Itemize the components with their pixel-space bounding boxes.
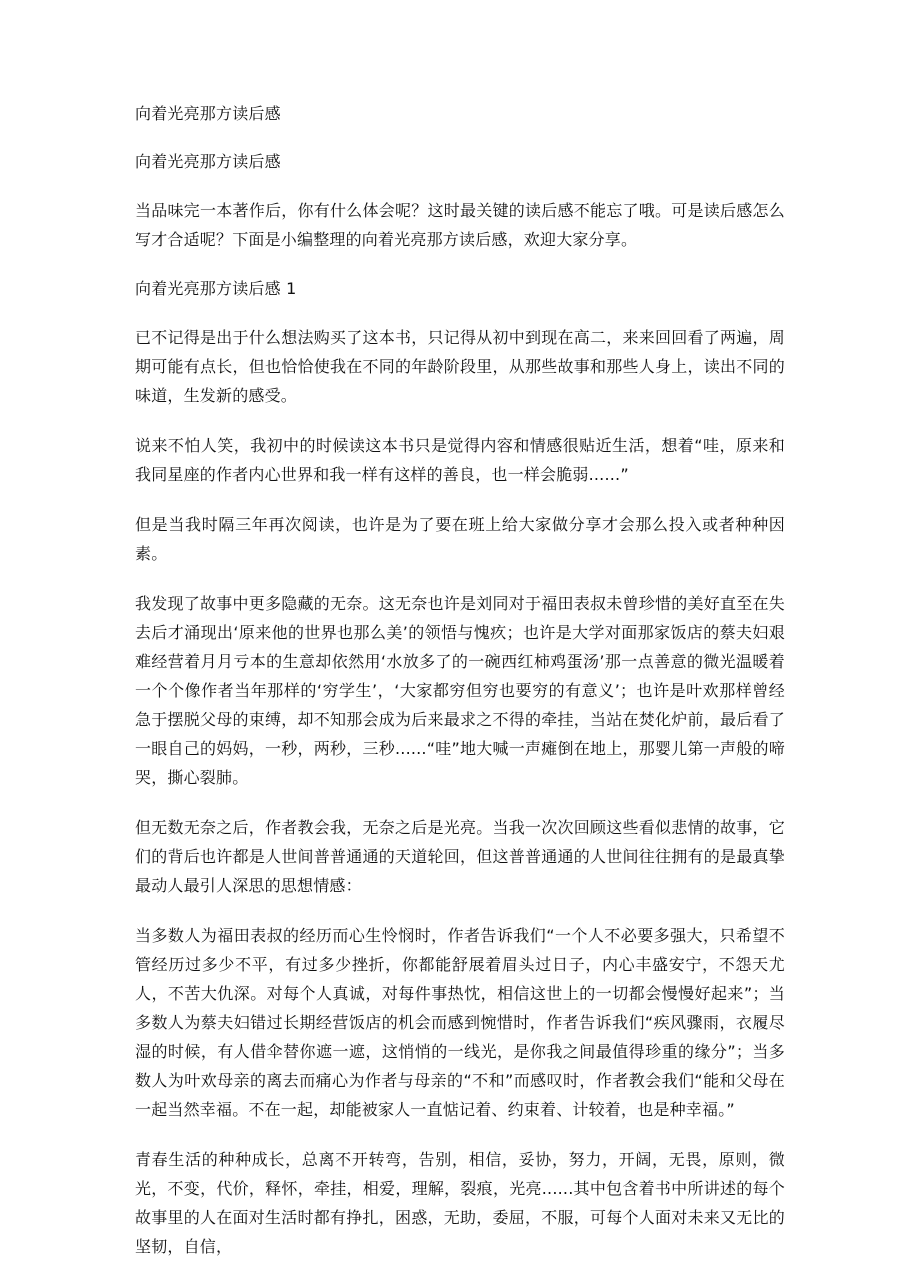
body-paragraph-7: 青春生活的种种成长，总离不开转弯，告别，相信，妥协，努力，开阔，无畏，原则，微光，不变，代价，释怀，牵挂，相爱，理解，裂痕，光亮......其中包含着书中所讲述的每个故事里的人在面对生活时都有挣扎，困惑，无助，委屈，不服，可每个人面对未来又无比的坚韧，自信， [135, 1150, 785, 1256]
body-paragraph-6: 当多数人为福田表叔的经历而心生怜悯时，作者告诉我们“一个人不必要多强大，只希望不管经历过多少不平，有过多少挫折，你都能舒展着眉头过日子，内心丰盛安宁，不怨天尤人，不苦大仇深。对每个人真诚，对每件事热忱，相信这世上的一切都会慢慢好起来”；当多数人为蔡夫妇错过长期经营饭店的机会而感到惋惜时，作者告诉我们“疾风骤雨，衣履尽湿的时候，有人借伞替你遮一遮，这悄悄的一线光，是你我之间最值得珍重的缘分”；当多数人为叶欢母亲的离去而痛心为作者与母亲的“不和”而感叹时，作者教会我们“能和父母在一起当然幸福。不在一起，却能被家人一直惦记着、约束着、计较着，也是种幸福。” [135, 926, 785, 1119]
document-title: 向着光亮那方读后感 [135, 104, 281, 123]
body-paragraph-3: 但是当我时隔三年再次阅读，也许是为了要在班上给大家做分享才会那么投入或者种种因素。 [135, 515, 785, 563]
document-page [135, 100, 785, 1282]
body-paragraph-4: 我发现了故事中更多隐藏的无奈。这无奈也许是刘同对于福田表叔未曾珍惜的美好直至在失去后才涌现出‘原来他的世界也那么美’的领悟与愧疚；也许是大学对面那家饭店的蔡夫妇艰难经营着月月亏本的生意却依然用‘水放多了的一碗西红柿鸡蛋汤’那一点善意的微光温暖着一个个像作者当年那样的‘穷学生’，‘大家都穷但穷也要穷的有意义’；也许是叶欢那样曾经急于摆脱父母的束缚，却不知那会成为后来最求之不得的牵挂，当站在焚化炉前，最后看了一眼自己的妈妈，一秒，两秒，三秒......“哇”地大喊一声瘫倒在地上，那婴儿第一声般的啼哭，撕心裂肺。 [135, 594, 785, 787]
intro-paragraph: 当品味完一本著作后，你有什么体会呢？这时最关键的读后感不能忘了哦。可是读后感怎么写才合适呢？下面是小编整理的向着光亮那方读后感，欢迎大家分享。 [135, 201, 785, 249]
body-paragraph-5: 但无数无奈之后，作者教会我，无奈之后是光亮。当我一次次回顾这些看似悲情的故事，它们的背后也许都是人世间普普通通的天道轮回，但这普普通通的人世间往往拥有的是最真挚最动人最引人深思的思想情感： [135, 818, 785, 895]
body-paragraph-2: 说来不怕人笑，我初中的时候读这本书只是觉得内容和情感很贴近生活，想着“哇，原来和我同星座的作者内心世界和我一样有这样的善良，也一样会脆弱......” [135, 436, 785, 484]
body-paragraph-1: 已不记得是出于什么想法购买了这本书，只记得从初中到现在高二，来来回回看了两遍，周期可能有点长，但也恰恰使我在不同的年龄阶段里，从那些故事和那些人身上，读出不同的味道，生发新的感受。 [135, 328, 785, 405]
document-subtitle: 向着光亮那方读后感 [135, 152, 281, 171]
section-heading: 向着光亮那方读后感 1 [135, 279, 297, 298]
